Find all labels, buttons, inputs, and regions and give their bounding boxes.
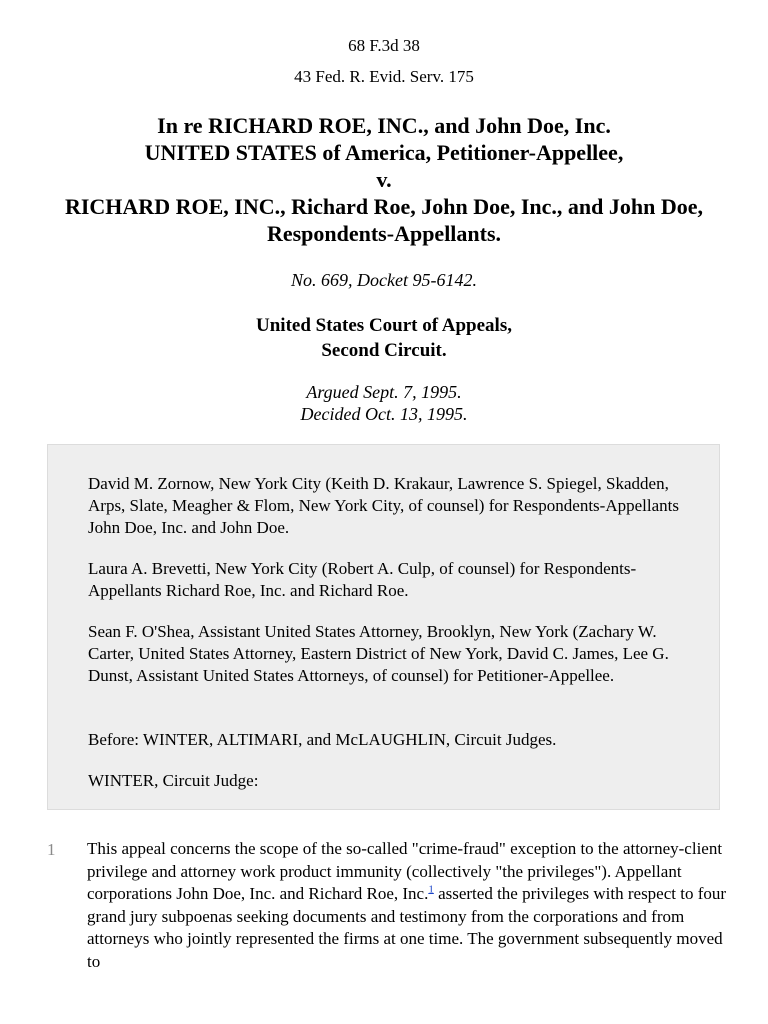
case-caption <box>40 112 728 247</box>
caption-line: In re RICHARD ROE, INC., and John Doe, Inc. <box>157 113 611 138</box>
decided-date: Decided Oct. 13, 1995. <box>300 404 468 424</box>
paragraph-text: asserted the privileges with respect to four grand jury subpoenas seeking documents and testimony from the corporations and from attorneys who jointly represented the firms at one time. The government subsequently moved to <box>87 884 727 971</box>
counsel-paragraph: David M. Zornow, New York City (Keith D. Krakaur, Lawrence S. Spiegel, Skadden, Arps, Slate, Meagher & Flom, New York City, of counsel) for Respondents-Appellants John Doe, Inc. and John Doe. <box>88 474 679 537</box>
panel-judges: Before: WINTER, ALTIMARI, and McLAUGHLIN, Circuit Judges. <box>88 730 557 749</box>
argued-date: Argued Sept. 7, 1995. <box>306 382 462 402</box>
court-name <box>0 313 768 363</box>
counsel-paragraph: Sean F. O'Shea, Assistant United States Attorney, Brooklyn, New York (Zachary W. Carter, United States Attorney, Eastern District of New York, David C. James, Lee G. Dunst, Assistant United States Attorneys, of counsel) for Petitioner-Appellee. <box>88 622 669 685</box>
opinion-author: WINTER, Circuit Judge: <box>88 771 259 790</box>
paragraph-number: 1 <box>47 840 56 859</box>
court-line: United States Court of Appeals, <box>256 315 512 336</box>
citation: 68 F.3d 38 <box>348 36 420 55</box>
docket-number: No. 669, Docket 95-6142. <box>291 270 477 290</box>
footnote-link[interactable]: 1 <box>428 883 434 896</box>
counsel-box <box>47 444 720 810</box>
court-line: Second Circuit. <box>321 340 447 361</box>
counsel-paragraph: Laura A. Brevetti, New York City (Robert A. Culp, of counsel) for Respondents-Appellants Richard Roe, Inc. and Richard Roe. <box>88 559 637 600</box>
caption-line: UNITED STATES of America, Petitioner-Appellee, <box>144 140 624 165</box>
caption-line: v. <box>376 167 392 192</box>
reporter-citation: 43 Fed. R. Evid. Serv. 175 <box>294 67 474 86</box>
paragraph-text: This appeal concerns the scope of the so-called "crime-fraud" exception to the attorney-client privilege and attorney work product immunity (collectively "the privileges"). Appellant corporations John Doe, Inc. and Richard Roe, Inc. <box>87 839 723 903</box>
opinion-paragraph <box>87 838 727 973</box>
decision-dates <box>0 381 768 425</box>
caption-line: RICHARD ROE, INC., Richard Roe, John Doe, Inc., and John Doe, Respondents-Appellants. <box>64 194 704 246</box>
